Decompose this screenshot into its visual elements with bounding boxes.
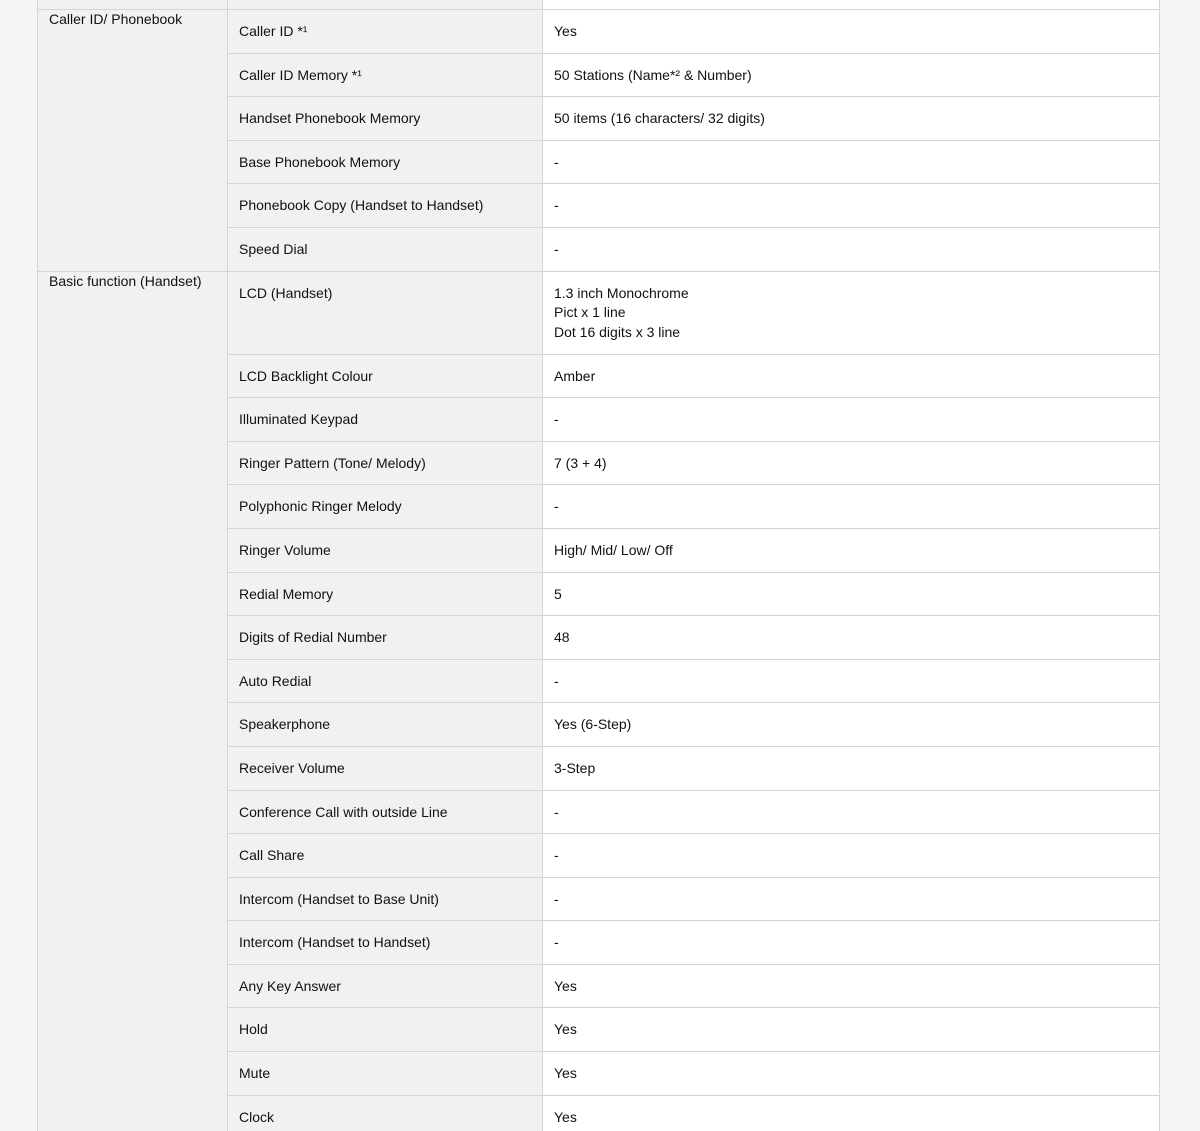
value-line: 50 items (16 characters/ 32 digits) <box>554 110 765 127</box>
value-line: Yes <box>554 1021 577 1038</box>
feature-cell: Receiver Volume <box>228 746 543 790</box>
feature-cell: Handset Phonebook Memory <box>228 97 543 141</box>
value-cell <box>543 1052 1160 1096</box>
feature-cell: Clock <box>228 1095 543 1131</box>
value-line: 3-Step <box>554 759 596 776</box>
value-line: - <box>554 803 559 820</box>
feature-cell: Intercom (Handset to Handset) <box>228 921 543 965</box>
feature-cell: Phonebook Copy (Handset to Handset) <box>228 184 543 228</box>
value-cell <box>543 97 1160 141</box>
feature-cell: Ringer Volume <box>228 528 543 572</box>
value-cell <box>543 53 1160 97</box>
value-line: Yes <box>554 977 577 994</box>
specification-table <box>37 0 1160 1131</box>
category-cell: Basic function (Handset) <box>38 271 228 1131</box>
value-line: - <box>554 847 559 864</box>
feature-cell: Redial Memory <box>228 572 543 616</box>
table-row <box>38 10 1160 54</box>
feature-cell: LCD Backlight Colour <box>228 354 543 398</box>
feature-cell: Hold <box>228 1008 543 1052</box>
value-cell <box>543 790 1160 834</box>
value-cell <box>543 485 1160 529</box>
value-line: 1.3 inch Monochrome <box>554 284 689 301</box>
feature-cell: Caller ID *¹ <box>228 10 543 54</box>
feature-cell: Base Phonebook Memory <box>228 140 543 184</box>
value-cell <box>543 0 1160 10</box>
value-cell <box>543 227 1160 271</box>
value-cell <box>543 834 1160 878</box>
value-cell <box>543 703 1160 747</box>
value-line: - <box>554 672 559 689</box>
value-cell <box>543 354 1160 398</box>
value-line: 5 <box>554 585 562 602</box>
value-line: - <box>554 934 559 951</box>
value-cell <box>543 1095 1160 1131</box>
value-cell <box>543 441 1160 485</box>
feature-cell: Illuminated Keypad <box>228 398 543 442</box>
value-line: - <box>554 153 559 170</box>
value-cell <box>543 10 1160 54</box>
feature-cell: Conference Call with outside Line <box>228 790 543 834</box>
value-line: - <box>554 411 559 428</box>
value-line: Pict x 1 line <box>554 304 626 321</box>
value-cell <box>543 140 1160 184</box>
feature-cell: Mute <box>228 1052 543 1096</box>
value-cell <box>543 184 1160 228</box>
feature-cell: Auto Redial <box>228 659 543 703</box>
value-line: 48 <box>554 629 570 646</box>
value-line: - <box>554 197 559 214</box>
feature-cell: Any Key Answer <box>228 964 543 1008</box>
category-cell: Caller ID/ Phonebook <box>38 10 228 272</box>
value-line: Dot 16 digits x 3 line <box>554 323 681 340</box>
category-cell <box>38 0 228 10</box>
table-row <box>38 271 1160 354</box>
value-line: High/ Mid/ Low/ Off <box>554 541 673 558</box>
table-row-partial <box>38 0 1160 10</box>
value-line: Yes <box>554 1108 577 1125</box>
value-line: Yes <box>554 23 577 39</box>
value-line: Yes <box>554 1065 577 1082</box>
feature-cell: Polyphonic Ringer Melody <box>228 485 543 529</box>
value-cell <box>543 572 1160 616</box>
value-cell <box>543 528 1160 572</box>
value-cell <box>543 271 1160 354</box>
value-line: 50 Stations (Name*² & Number) <box>554 66 752 83</box>
value-cell <box>543 616 1160 660</box>
feature-cell: Caller ID Memory *¹ <box>228 53 543 97</box>
value-line: Amber <box>554 367 596 384</box>
value-line: - <box>554 240 559 257</box>
value-cell <box>543 964 1160 1008</box>
feature-cell: Ringer Pattern (Tone/ Melody) <box>228 441 543 485</box>
feature-cell: Speakerphone <box>228 703 543 747</box>
feature-cell <box>228 0 543 10</box>
feature-cell: Call Share <box>228 834 543 878</box>
feature-cell: Intercom (Handset to Base Unit) <box>228 877 543 921</box>
value-cell <box>543 398 1160 442</box>
value-line: - <box>554 498 559 515</box>
feature-cell: Speed Dial <box>228 227 543 271</box>
value-cell <box>543 1008 1160 1052</box>
value-line: 7 (3 + 4) <box>554 454 607 471</box>
value-cell <box>543 746 1160 790</box>
value-cell <box>543 921 1160 965</box>
value-line: - <box>554 890 559 907</box>
value-line: Yes (6-Step) <box>554 716 632 733</box>
value-cell <box>543 659 1160 703</box>
value-cell <box>543 877 1160 921</box>
feature-cell: LCD (Handset) <box>228 271 543 354</box>
feature-cell: Digits of Redial Number <box>228 616 543 660</box>
